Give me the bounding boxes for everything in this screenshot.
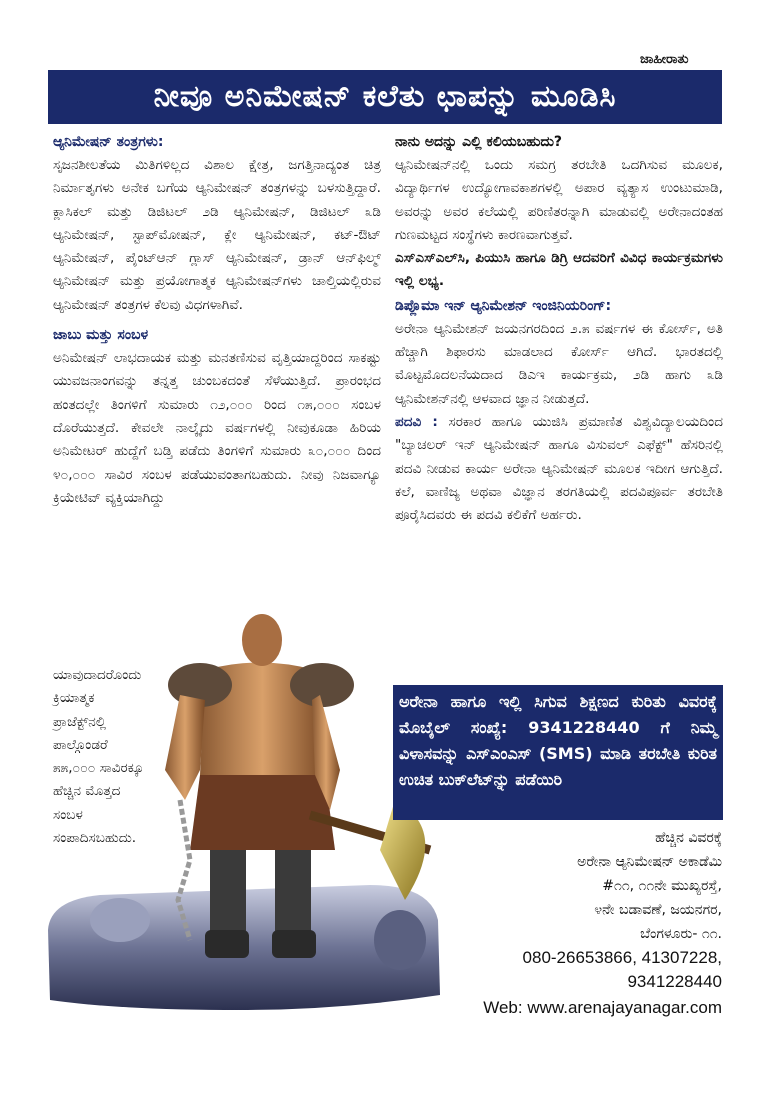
contact-line: ಬೆಂಗಳೂರು- ೧೧. bbox=[640, 926, 722, 942]
degree-paragraph: ಸರಕಾರ ಹಾಗೂ ಯುಜಿಸಿ ಪ್ರಮಾಣಿತ ವಿಶ್ವವಿದ್ಯಾಲಯದಿಂದ "ಬ್ಯಾಚಲರ್ ಇನ್ ಆ್ಯನಿಮೇಷನ್ ಹಾಗೂ ವಿಸುವಲ್ ಎಫೆಕ್ಟ್" ಹೆಸರಿನಲ್ಲಿ ಪದವಿ ನೀಡುವ ಕಾರ್ಯ ಅರೇನಾ ಆ್ಯನಿಮೇಷನ್ ಮೂಲಕ ಇದೀಗ ಆಗುತ್ತಿದೆ. ಕಲೆ, ವಾಣಿಜ್ಯ ಅಥವಾ ವಿಜ್ಞಾನ ತರಗತಿಯಲ್ಲಿ ಪದವಿಪೂರ್ವ ತರಬೇತಿ ಪೂರೈಸಿದವರು ಈ ಪದವಿ ಕಲಿಕೆಗೆ ಅರ್ಹರು. bbox=[395, 413, 723, 524]
ad-label: ಜಾಹೀರಾತು bbox=[640, 52, 689, 67]
jobs-paragraph: ಅನಿಮೇಷನ್ ಲಾಭದಾಯಕ ಮತ್ತು ಮನತಣಿಸುವ ವೃತ್ತಿಯಾದ್ದರಿಂದ ಸಾಕಷ್ಟು ಯುವಜನಾಂಗವನ್ನು ತನ್ನತ್ತ ಚುಂಬಕದಂತೆ ಸೆಳೆಯುತ್ತಿದೆ. ಪ್ರಾರಂಭದ ಹಂತದಲ್ಲೇ ತಿಂಗಳಿಗೆ ಸುಮಾರು ೧೨,೦೦೦ ರಿಂದ ೧೫,೦೦೦ ಸಂಬಳ ದೊರೆಯುತ್ತದೆ. ಕೇವಲೇ ನಾಲ್ಕೈದು ವರ್ಷಗಳಲ್ಲಿ ನೀವುಕೂಡಾ ಹಿರಿಯ ಅನಿಮೇಟರ್ ಹುದ್ದೆಗೆ ಬಡ್ತಿ ಪಡೆದು ತಿಂಗಳಿಗೆ ಸುಮಾರು ೩೦,೦೦೦ ದಿಂದ ೪೦,೦೦೦ ಸಾವಿರ ಸಂಬಳ ಪಡೆಯುವಂತಾಗಬಹುದು. ನೀವು ನಿಜವಾಗ್ಯೂ ಕ್ರಿಯೇಟಿವ್ ವ್ಯಕ್ತಿಯಾಗಿದ್ದು bbox=[53, 350, 381, 506]
degree-label: ಪದವಿ : bbox=[395, 413, 438, 430]
contact-block bbox=[483, 826, 722, 1020]
website-link[interactable]: Web: www.arenajayanagar.com bbox=[483, 998, 722, 1017]
hero-line: ಕ್ರಿಯಾತ್ಮಕ bbox=[53, 690, 95, 707]
contact-line: ಅರೇನಾ ಆ್ಯನಿಮೇಷನ್ ಅಕಾಡೆಮಿ bbox=[577, 854, 722, 870]
hero-line: ೫೫,೦೦೦ ಸಾವಿರಕ್ಕೂ bbox=[53, 760, 144, 777]
contact-line: ಹೆಚ್ಚಿನ ವಿವರಕ್ಕೆ bbox=[655, 830, 722, 846]
hero-line: ಹೆಚ್ಚಿನ ಮೊತ್ತದ bbox=[53, 783, 121, 800]
contact-line: #೧೧, ೧೧ನೇ ಮುಖ್ಯರಸ್ತೆ, bbox=[602, 878, 722, 894]
salary-continued-text bbox=[53, 664, 223, 850]
hero-line: ಸಂಬಳ bbox=[53, 806, 83, 823]
section-heading-techniques: ಆ್ಯನಿಮೇಷನ್ ತಂತ್ರಗಳು: bbox=[53, 134, 164, 150]
diploma-paragraph: ಅರೇನಾ ಆ್ಯನಿಮೇಶನ್ ಜಯನಗರದಿಂದ ೨.೫ ವರ್ಷಗಳ ಈ ಕೋರ್ಸ್, ಅತಿ ಹೆಚ್ಚಾಗಿ ಶಿಫಾರಸು ಮಾಡಲಾದ ಕೋರ್ಸ್ ಆಗಿದೆ. ಭಾರತದಲ್ಲಿ ಮೊಟ್ಟಮೊದಲನೆಯದಾದ ಡಿಎಇ ಕಾರ್ಯಕ್ರಮ, ೨ಡಿ ಹಾಗು ೩ಡಿ ಆ್ಯನಿಮೇಶನ್‌ನಲ್ಲಿ ಆಳವಾದ ಜ್ಞಾನ ನೀಡುತ್ತದೆ. bbox=[395, 320, 723, 407]
section-heading-diploma: ಡಿಪ್ಲೊಮಾ ಇನ್ ಆ್ಯನಿಮೇಶನ್ ಇಂಜಿನಿಯರಿಂಗ್: bbox=[395, 297, 612, 314]
hero-line: ಯಾವುದಾದರೊಂದು bbox=[53, 667, 142, 683]
hero-line: ಸಂಪಾದಿಸಬಹುದು. bbox=[53, 830, 137, 847]
section-heading-jobs: ಜಾಬು ಮತ್ತು ಸಂಬಳ bbox=[53, 327, 149, 344]
contact-line: ೪ನೇ ಬಡಾವಣೆ, ಜಯನಗರ, bbox=[594, 902, 722, 918]
sms-callout-box: ಅರೇನಾ ಹಾಗೂ ಇಲ್ಲಿ ಸಿಗುವ ಶಿಕ್ಷಣದ ಕುರಿತು ವಿವರಕ್ಕೆ ಮೊಬೈಲ್ ಸಂಖ್ಯೆ: 9341228440 ಗೆ ನಿಮ್ಮ ವಿಳಾಸವನ್ನು ಎಸ್‌ಎಂಎಸ್ (SMS) ಮಾಡಿ ತರಬೇತಿ ಕುರಿತ ಉಚಿತ ಬುಕ್‌ಲೆಟ್‌ನ್ನು ಪಡೆಯಿರಿ bbox=[393, 685, 723, 820]
mobile-number: 9341228440 bbox=[627, 972, 722, 991]
banner-title: ನೀವೂ ಅನಿಮೇಷನ್ ಕಲೆತು ಛಾಪನ್ನು ಮೂಡಿಸಿ bbox=[48, 70, 722, 124]
phone-numbers: 080-26653866, 41307228, bbox=[522, 948, 722, 967]
right-column bbox=[395, 130, 723, 527]
eligibility-text: ಎಸ್‌ಎಸ್‌ಎಲ್‌ಸಿ, ಪಿಯುಸಿ ಹಾಗೂ ಡಿಗ್ರಿ ಆದವರಿಗೆ ವಿವಿಧ ಕಾರ್ಯಕ್ರಮಗಳು ಇಲ್ಲಿ ಲಭ್ಯ. bbox=[395, 250, 723, 290]
techniques-paragraph: ಸೃಜನಶೀಲತೆಯ ಮಿತಿಗಳಿಲ್ಲದ ವಿಶಾಲ ಕ್ಷೇತ್ರ, ಜಗತ್ತಿನಾದ್ಯಂತ ಚಿತ್ರ ನಿರ್ಮಾತೃಗಳು ಅನೇಕ ಬಗೆಯ ಆ್ಯನಿಮೇಷನ್ ತಂತ್ರಗಳನ್ನು ಬಳಸುತ್ತಿದ್ದಾರೆ. ಕ್ಲಾಸಿಕಲ್ ಮತ್ತು ಡಿಜಿಟಲ್ ೨ಡಿ ಆ್ಯನಿಮೇಷನ್, ಡಿಜಿಟಲ್ ೩ಡಿ ಆ್ಯನಿಮೇಷನ್, ಸ್ಟಾಪ್‌ಮೋಷನ್, ಕ್ಲೇ ಆ್ಯನಿಮೇಷನ್, ಕಟ್-ಔಟ್ ಆ್ಯನಿಮೇಷನ್, ಪೈಂಟ್‌ಆನ್ ಗ್ಲಾಸ್ ಆ್ಯನಿಮೇಷನ್, ಡ್ರಾನ್ ಆನ್‌ಫಿಲ್ಮ್ ಆ್ಯನಿಮೇಷನ್ ಮತ್ತು ಪ್ರಯೋಗಾತ್ಮಕ ಆ್ಯನಿಮೇಷನ್‌ಗಳು ಚಾಲ್ತಿಯಲ್ಲಿರುವ ಆ್ಯನಿಮೇಷನ್ ತಂತ್ರಗಳ ಕೆಲವು ವಿಧಗಳಾಗಿವೆ. bbox=[53, 157, 381, 313]
where-paragraph: ಆ್ಯನಿಮೇಷನ್‌ನಲ್ಲಿ ಒಂದು ಸಮಗ್ರ ತರಬೇತಿ ಒದಗಿಸುವ ಮೂಲಕ, ವಿದ್ಯಾರ್ಥಿಗಳ ಉದ್ಯೋಗಾವಕಾಶಗಳಲ್ಲಿ ಅಪಾರ ವ್ಯತ್ಯಾಸ ಉಂಟುಮಾಡಿ, ಅವರನ್ನು ಅವರ ಕಲೆಯಲ್ಲಿ ಪರಿಣಿತರನ್ನಾಗಿ ಮಾಡುವಲ್ಲಿ ಅರೇನಾದಂತಹ ಗುಣಮಟ್ಟದ ಸಂಸ್ಥೆಗಳು ಕಾರಣವಾಗುತ್ತವೆ. bbox=[395, 157, 723, 243]
hero-line: ಪ್ರಾಜೆಕ್ಟ್‌ನಲ್ಲಿ bbox=[53, 713, 107, 730]
section-heading-where: ನಾನು ಅದನ್ನು ಎಲ್ಲಿ ಕಲಿಯಬಹುದು? bbox=[395, 134, 563, 150]
hero-line: ಪಾಲ್ಗೊಂಡರೆ bbox=[53, 736, 108, 753]
left-column bbox=[53, 130, 381, 510]
